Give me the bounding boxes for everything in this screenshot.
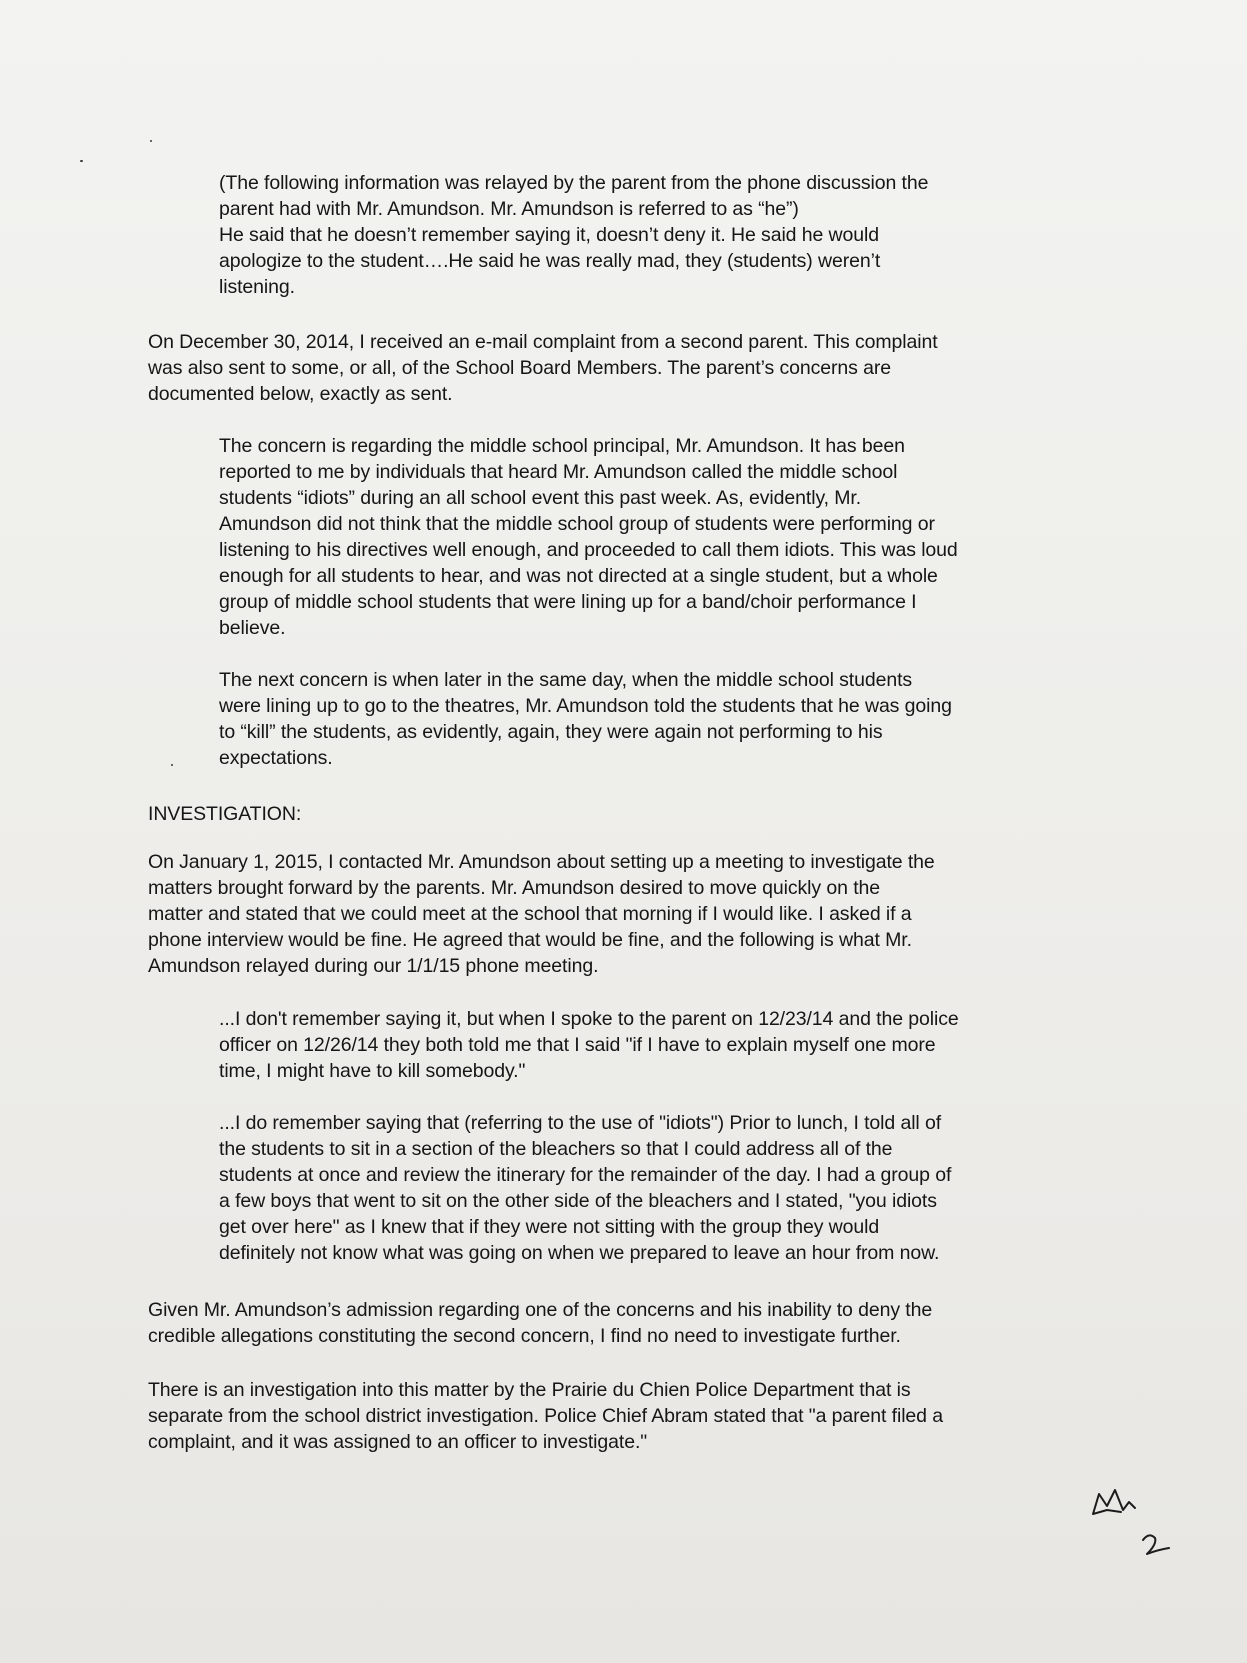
statement-one-paragraph: ...I don't remember saying it, but when I spoke to the parent on 12/23/14 and the police officer on 12/26/14 they both told me that I said "if I have to explain myself one more time, I might have to kill somebody." — [219, 1008, 959, 1082]
police-note-paragraph: There is an investigation into this matter by the Prairie du Chien Police Department that is separate from the school district investigation. Police Chief Abram stated that "a parent filed a complaint, and it was assigned to an officer to investigate." — [148, 1379, 943, 1453]
second-complaint-paragraph: On December 30, 2014, I received an e-mail complaint from a second parent. This complaint was also sent to some, or all, of the School Board Members. The parent’s concerns are documented below, exactly as sent. — [148, 331, 938, 405]
paper-speck — [80, 160, 83, 162]
paper-speck — [150, 140, 152, 142]
concern-one-paragraph: The concern is regarding the middle school principal, Mr. Amundson. It has been reported to me by individuals that heard Mr. Amundson called the middle school students “idiots” during an all school event this past week. As, evidently, Mr. Amundson did not think that the middle school group of students were performing or listening to his directives well enough, and proceeded to call them idiots. This was loud enough for all students to hear, and was not directed at a single student, but a whole group of middle school students that were lining up for a band/choir performance I believe. — [219, 435, 958, 639]
investigation-heading: INVESTIGATION: — [148, 803, 302, 825]
quote-intro-paragraph: (The following information was relayed by the parent from the phone discussion the parent had with Mr. Amundson. Mr. Amundson is referred to as “he”) He said that he doesn’t remember saying it, doesn’t deny it. He said he would apologize to the student….He said he was really mad, they (students) weren’t listening. — [219, 172, 929, 298]
conclusion-paragraph: Given Mr. Amundson’s admission regarding one of the concerns and his inability to deny the credible allegations constituting the second concern, I find no need to investigate further. — [148, 1299, 933, 1347]
concern-two-paragraph: The next concern is when later in the same day, when the middle school students were lining up to go to the theatres, Mr. Amundson told the students that he was going to “kill” the students, as evidently, again, they were again not performing to his expectations. — [219, 669, 952, 769]
handwritten-initials-signature — [1085, 1480, 1175, 1560]
investigation-intro-paragraph: On January 1, 2015, I contacted Mr. Amundson about setting up a meeting to investigate the matters brought forward by the parents. Mr. Amundson desired to move quickly on the matter and stated that we could meet at the school that morning if I would like. I asked if a phone interview would be fine. He agreed that would be fine, and the following is what Mr. Amundson relayed during our 1/1/15 phone meeting. — [148, 851, 935, 977]
statement-two-paragraph: ...I do remember saying that (referring to the use of "idiots") Prior to lunch, I told all of the students to sit in a section of the bleachers so that I could address all of the students at once and review the itinerary for the remainder of the day. I had a group of a few boys that went to sit on the other side of the bleachers and I stated, "you idiots get over here" as I knew that if they were not sitting with the group they would definitely not know what was going on when we prepared to leave an hour from now. — [219, 1112, 952, 1264]
paper-speck — [171, 764, 173, 766]
